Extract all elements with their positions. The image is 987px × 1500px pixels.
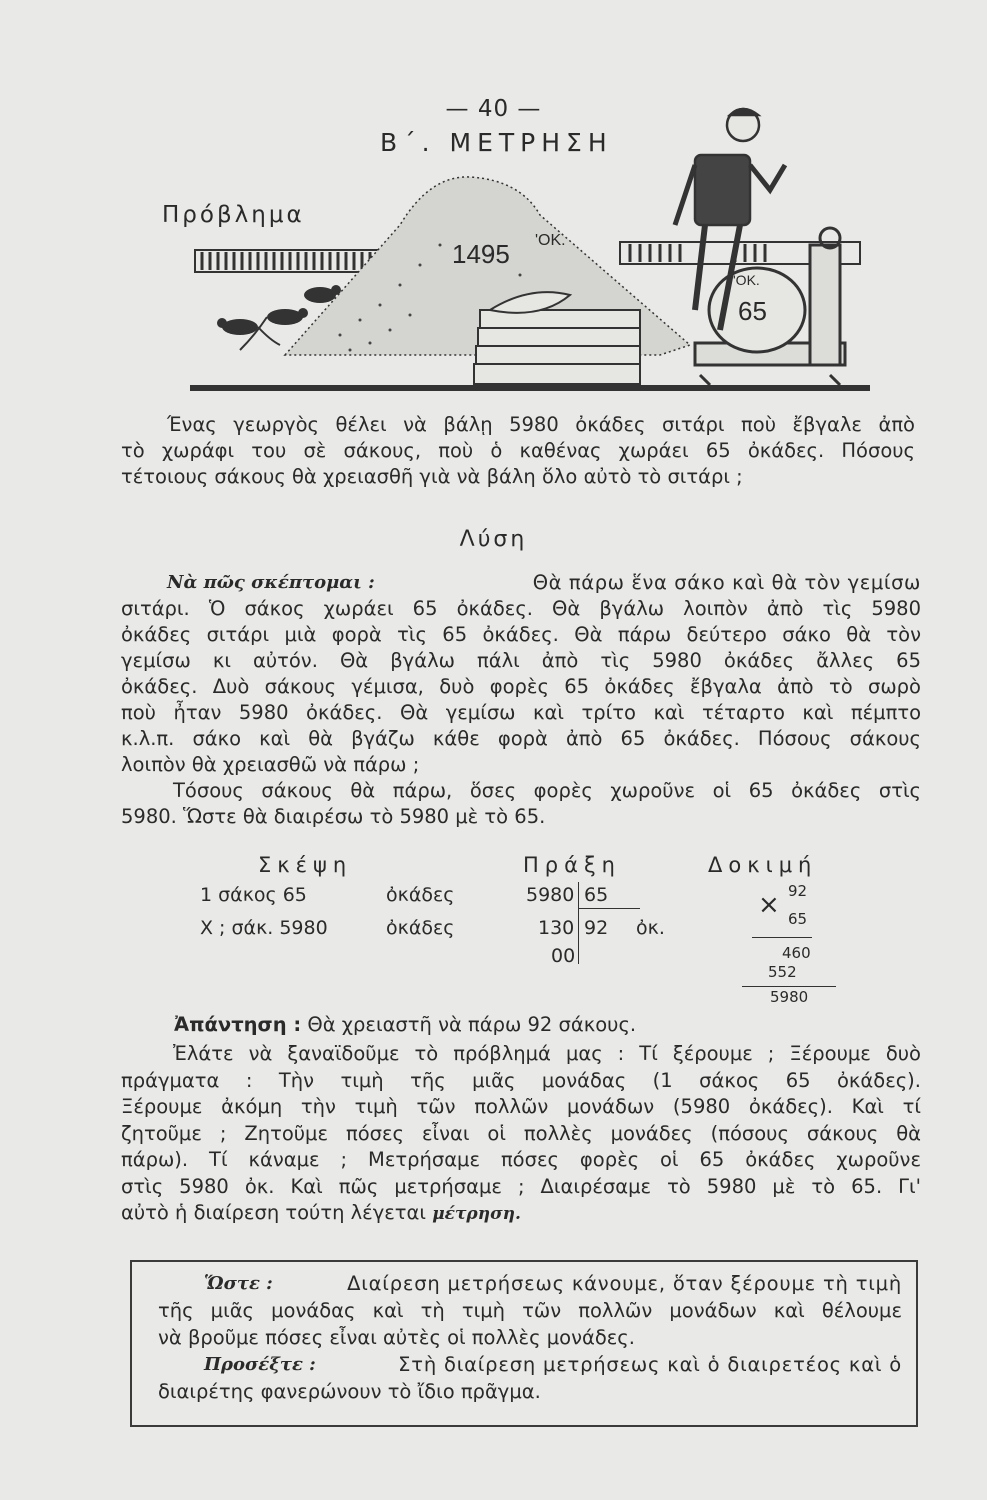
thinking-line: ὀκάδες. Δυὸ σάκους γέμισα, δυὸ φορὲς 65 ὀκάδες ἔβγαλα ἀπὸ τὸ σωρὸ bbox=[121, 675, 921, 698]
review-line: πράγματα : Τὴν τιμὴ τῆς μιᾶς μονάδας (1 σάκος 65 ὀκάδες). bbox=[121, 1068, 921, 1092]
problem-text bbox=[121, 412, 915, 490]
review-paragraph bbox=[121, 1041, 921, 1228]
operation-column-heading: Πράξη bbox=[523, 853, 621, 877]
division-dividend: 5980 bbox=[526, 884, 575, 906]
check-column-heading: Δοκιμή bbox=[708, 853, 818, 877]
note-label: Προσέξτε : bbox=[204, 1354, 316, 1375]
chapter-title: Β΄. ΜΕΤΡΗΣΗ bbox=[380, 128, 613, 157]
thought-row-unit: ὀκάδες bbox=[386, 884, 455, 906]
thinking-label: Νὰ πῶς σκέπτομαι : bbox=[167, 572, 375, 593]
thinking-line: κ.λ.π. σάκο καὶ θὰ βγάζω κάθε φορὰ ἀπὸ 65 ὀκάδες. Πόσους σάκους bbox=[121, 727, 921, 750]
sack-weight-label: 65 bbox=[738, 296, 767, 326]
check-partial-2: 552 bbox=[768, 963, 797, 981]
check-times-sign: × bbox=[758, 890, 780, 920]
division-bar bbox=[578, 882, 579, 964]
problem-line: τέτοιους σάκους θὰ χρειασθῆ γιὰ νὰ βάλη ὅλο αὐτὸ τὸ σιτάρι ; bbox=[121, 465, 743, 488]
check-partial-1: 460 bbox=[782, 944, 811, 962]
thinking-line: ποὺ ἦταν 5980 ὀκάδες. Θὰ γεμίσω καὶ τρίτο καὶ τέταρτο καὶ πέμπτο bbox=[121, 701, 921, 724]
review-line: Ἐλάτε νὰ ξαναϊδοῦμε τὸ πρόβλημά μας : Τί ξέρουμε ; Ξέρουμε δυὸ bbox=[173, 1042, 921, 1065]
thinking-line: γεμίσω κι αὐτόν. Θὰ βγάλω πάλι ἀπὸ τὶς 5980 ὀκάδες ἄλλες 65 bbox=[121, 649, 921, 672]
division-step: 130 bbox=[538, 917, 575, 939]
thought-column-heading: Σκέψη bbox=[258, 853, 353, 877]
heap-unit-label: 'OK. bbox=[535, 232, 566, 249]
thinking-line: Θὰ πάρω ἕνα σάκο καὶ θὰ τὸν γεμίσω bbox=[532, 571, 921, 594]
conclusion-line: 5980. Ὥστε θὰ διαιρέσω τὸ 5980 μὲ τὸ 65. bbox=[121, 805, 546, 828]
problem-label: Πρόβλημα bbox=[162, 202, 305, 228]
division-quotient: 92 bbox=[584, 917, 609, 939]
review-line: πάρω). Τί κάναμε ; Μετρήσαμε πόσες φορὲς οἱ 65 ὀκάδες χωροῦνε bbox=[121, 1148, 921, 1171]
division-quotient-unit: ὀκ. bbox=[636, 917, 665, 939]
review-term: μέτρηση. bbox=[432, 1204, 521, 1224]
thinking-line: λοιπὸν θὰ χρειασθῶ νὰ πάρω ; bbox=[121, 753, 420, 776]
rule-line: Διαίρεση μετρήσεως κάνουμε, ὅταν ξέρουμε τὴ τιμὴ bbox=[347, 1272, 902, 1295]
check-multiplier: 65 bbox=[788, 910, 808, 928]
rule-label: Ὥστε : bbox=[204, 1273, 273, 1294]
conclusion-line: Τόσους σάκους θὰ πάρω, ὅσες φορὲς χωροῦνε οἱ 65 ὀκάδες στὶς bbox=[173, 779, 921, 802]
answer-label: Ἀπάντηση : bbox=[174, 1013, 302, 1036]
review-line: ζητοῦμε ; Ζητοῦμε πόσες εἶναι οἱ πολλὲς μονάδες (πόσους σάκους θὰ bbox=[121, 1121, 921, 1145]
check-rule-2 bbox=[742, 986, 836, 987]
division-divisor: 65 bbox=[584, 884, 609, 906]
thinking-paragraph bbox=[121, 570, 921, 830]
thought-row-qty: Χ ; σάκ. 5980 bbox=[200, 917, 328, 939]
page-number: — 40 — bbox=[445, 96, 542, 122]
division-remainder: 00 bbox=[551, 945, 576, 967]
rule-box bbox=[130, 1260, 918, 1427]
wheat-sacks-illustration bbox=[190, 105, 880, 410]
thought-row-unit: ὀκάδες bbox=[386, 917, 455, 939]
review-line: στὶς 5980 ὀκ. Καὶ πῶς μετρήσαμε ; Διαιρέσαμε τὸ 5980 μὲ τὸ 65. Γι' bbox=[121, 1174, 921, 1198]
check-rule-1 bbox=[752, 937, 812, 938]
heap-weight-label: 1495 bbox=[452, 239, 510, 269]
review-line: Ξέρουμε ἀκόμη τὴν τιμὴ τῶν πολλῶν μονάδων (5980 ὀκάδες). Καὶ τί bbox=[121, 1095, 921, 1118]
problem-line: τὸ χωράφι του σὲ σάκους, ποὺ ὁ καθένας χωράει 65 ὀκάδες. Πόσους bbox=[121, 439, 915, 462]
thinking-line: σιτάρι. Ὁ σάκος χωράει 65 ὀκάδες. Θὰ βγάλω λοιπὸν ἀπὸ τὶς 5980 bbox=[121, 597, 921, 620]
solution-heading: Λύση bbox=[459, 527, 528, 552]
review-line: αὐτὸ ἡ διαίρεση τούτη λέγεται bbox=[121, 1201, 426, 1224]
check-total: 5980 bbox=[770, 988, 809, 1006]
note-line: Στὴ διαίρεση μετρήσεως καὶ ὁ διαιρετέος καὶ ὁ bbox=[398, 1353, 902, 1376]
answer-text: Θὰ χρειαστῆ νὰ πάρω 92 σάκους. bbox=[307, 1013, 637, 1036]
problem-line: Ένας γεωργὸς θέλει νὰ βάλῃ 5980 ὀκάδες σιτάρι ποὺ ἔβγαλε ἀπὸ bbox=[167, 413, 915, 436]
division-rule bbox=[578, 908, 640, 909]
thinking-line: ὀκάδες σιτάρι μιὰ φορὰ τὶς 65 ὀκάδες. Θὰ πάρω δεύτερο σάκο θὰ τὸν bbox=[121, 623, 921, 646]
rule-line: νὰ βροῦμε πόσες εἶναι αὐτὲς οἱ πολλὲς μονάδες. bbox=[158, 1326, 635, 1349]
fence-left-icon bbox=[195, 250, 385, 272]
sack-unit-label: 'OK. bbox=[733, 272, 760, 288]
ground-line bbox=[190, 385, 870, 391]
check-multiplicand: 92 bbox=[788, 882, 808, 900]
thought-row-qty: 1 σάκος 65 bbox=[200, 884, 307, 906]
note-line: διαιρέτης φανερώνουν τὸ ἴδιο πρᾶγμα. bbox=[158, 1380, 541, 1403]
rule-line: τῆς μιᾶς μονάδας καὶ τὴ τιμὴ τῶν πολλῶν μονάδων καὶ θέλουμε bbox=[158, 1299, 902, 1322]
answer-line bbox=[174, 1012, 636, 1038]
